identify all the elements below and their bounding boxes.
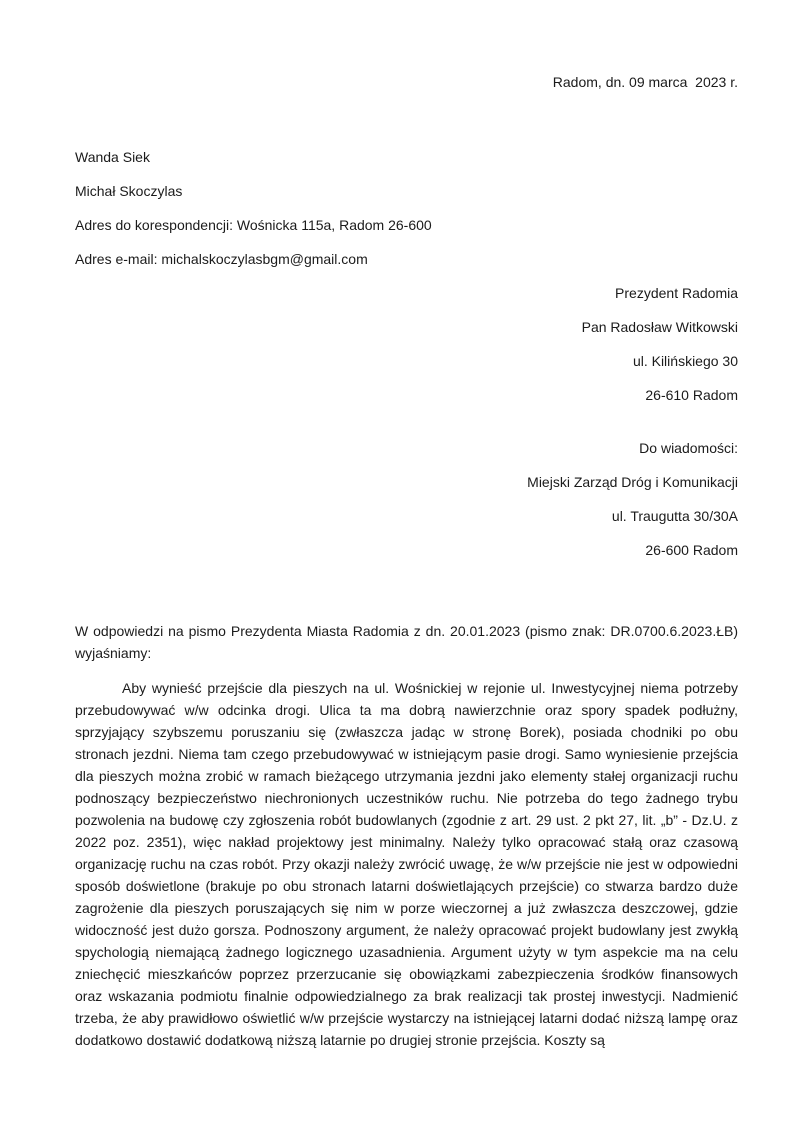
cc-block: [75, 438, 738, 560]
date-line: Radom, dn. 09 marca 2023 r.: [552, 74, 738, 90]
recipient-title: Prezydent Radomia: [615, 285, 738, 301]
recipient-block: [75, 283, 738, 405]
sender-name-1: Wanda Siek: [75, 149, 150, 165]
letter-body: [75, 620, 738, 1051]
cc-city: 26-600 Radom: [645, 542, 738, 558]
sender-name-2: Michał Skoczylas: [75, 183, 183, 199]
cc-org: Miejski Zarząd Dróg i Komunikacji: [527, 474, 738, 490]
sender-address: Adres do korespondencji: Wośnicka 115a, Radom 26-600: [75, 217, 432, 233]
cc-street: ul. Traugutta 30/30A: [611, 508, 738, 524]
cc-heading: Do wiadomości:: [639, 440, 738, 456]
body-intro-paragraph: W odpowiedzi na pismo Prezydenta Miasta Radomia z dn. 20.01.2023 (pismo znak: DR.0700.6.2023.ŁB) wyjaśniamy:: [75, 623, 738, 661]
sender-block: [75, 147, 738, 269]
body-main-paragraph: Aby wynieść przejście dla pieszych na ul. Wośnickiej w rejonie ul. Inwestycyjnej niema potrzeby przebudowywać w/w odcinka drogi. Ulica ta ma dobrą nawierzchnie oraz spory spadek podłużny, sprzyjający szybszemu poruszaniu się (zwłaszcza jadąc w stronę Borek), posiada chodniki po obu stronach jezdni. Niema tam czego przebudowywać w istniejącym pasie drogi. Samo wyniesienie przejścia dla pieszych można zrobić w ramach bieżącego utrzymania jezdni jako elementy stałej organizacji ruchu podnoszący bezpieczeństwo niechronionych uczestników ruchu. Nie potrzeba do tego żadnego trybu pozwolenia na budowę czy zgłoszenia robót budowlanych (zgodnie z art. 29 ust. 2 pkt 27, lit. „b” - Dz.U. z 2022 poz. 2351), więc nakład projektowy jest minimalny. Należy tylko opracować stałą oraz czasową organizację ruchu na czas robót. Przy okazji należy zwrócić uwagę, że w/w przejście nie jest w odpowiedni sposób doświetlone (brakuje po obu stronach latarni doświetlających przejście) co stwarza bardzo duże zagrożenie dla pieszych poruszających się nim w porze wieczornej a już zwłaszcza deszczowej, gdzie widoczność jest dużo gorsza. Podnoszony argument, że należy opracować projekt budowlany jest zwykłą spychologią niemającą żadnego logicznego uzasadnienia. Argument użyty w tym aspekcie ma na celu zniechęcić mieszkańców poprzez przerzucanie się obowiązkami zabezpieczenia środków finansowych oraz wskazania podmiotu finalnie odpowiedzialnego za brak realizacji tak prostej inwestycji. Nadmienić trzeba, że aby prawidłowo oświetlić w/w przejście wystarczy na istniejącej latarni dodać niższą lampę oraz dodatkowo dostawić dodatkową niższą latarnie po drugiej stronie przejścia. Koszty są: [75, 680, 738, 1048]
recipient-name: Pan Radosław Witkowski: [581, 319, 738, 335]
recipient-city: 26-610 Radom: [645, 387, 738, 403]
recipient-street: ul. Kilińskiego 30: [632, 353, 738, 369]
sender-email: Adres e-mail: michalskoczylasbgm@gmail.com: [75, 251, 368, 267]
